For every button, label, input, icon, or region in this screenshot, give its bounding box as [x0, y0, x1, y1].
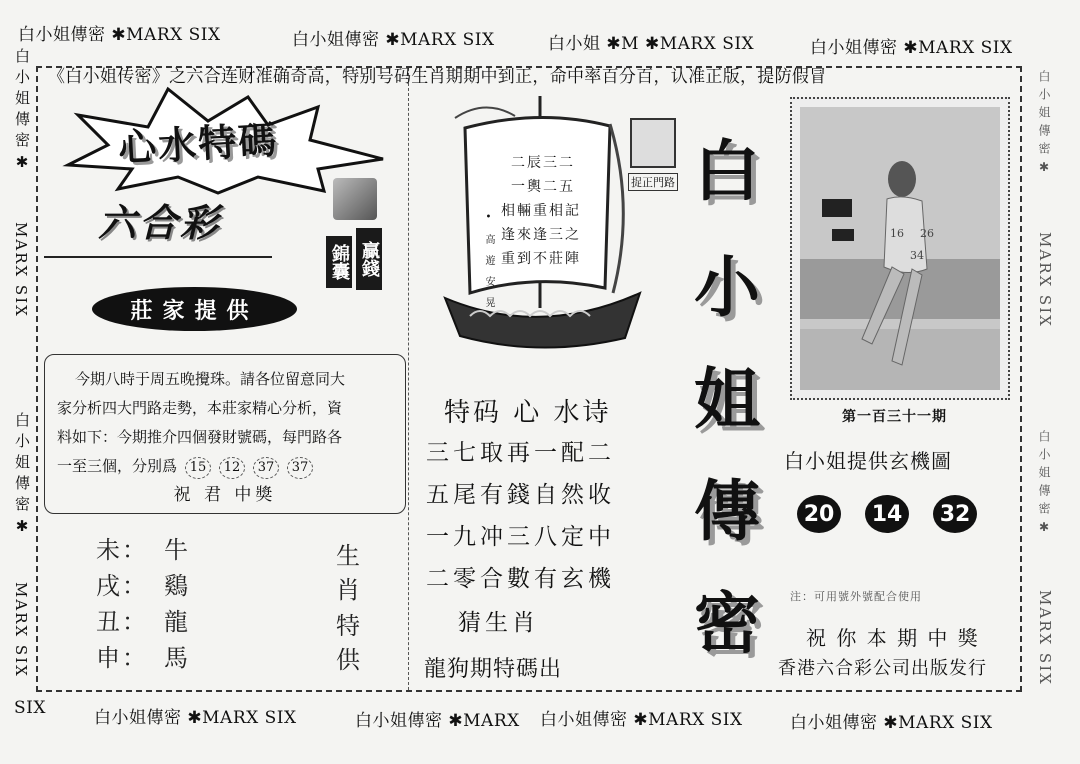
stamp-yingqian: 贏錢	[356, 228, 382, 290]
sail-line-3: 相輛重相記	[501, 203, 581, 219]
side-left-1: 白小姐傳密✱	[13, 48, 31, 177]
bottom-band-1: SIX	[14, 698, 46, 718]
side-right-1: 白小姐傳密✱	[1037, 70, 1051, 180]
stamp-jinnang: 錦囊	[326, 236, 352, 288]
footnote: 注：可用號外號配合使用	[790, 590, 922, 603]
door-icon	[630, 118, 676, 168]
notice-line-1: 今期八時于周五晚攪珠。請各位留意同大	[75, 370, 346, 388]
notice-number: 12	[219, 457, 245, 479]
bottom-band-4: 白小姐傳密 ✱MARX SIX	[540, 710, 743, 730]
zodiac-animal-1: 牛	[164, 536, 190, 564]
bless-line: 祝 你 本 期 中 獎	[806, 626, 980, 650]
left-divider	[408, 68, 410, 690]
game-title: 六合彩	[98, 201, 222, 245]
big-title-char: 小	[694, 248, 760, 326]
machine-title: 白小姐提供玄機圖	[784, 449, 952, 473]
bottom-band-2: 白小姐傳密 ✱MARX SIX	[94, 708, 297, 728]
sail-line-1: 二辰三二	[511, 155, 575, 171]
zodiac-left-2: 戌：	[96, 572, 148, 600]
sail-line-2: 一輿二五	[511, 179, 575, 195]
ship-icon	[425, 88, 655, 356]
photo-number: 26	[920, 227, 934, 240]
photo-number: 34	[910, 249, 924, 262]
bottom-band-5: 白小姐傳密 ✱MARX SIX	[790, 713, 993, 733]
door-label: 捉正門路	[628, 173, 678, 191]
zodiac-side-2: 肖	[336, 576, 362, 604]
notice-number: 37	[287, 457, 313, 479]
zodiac-animal-3: 龍	[164, 608, 190, 636]
lucky-ball: 14	[865, 495, 909, 533]
zodiac-animal-2: 鷄	[164, 572, 190, 600]
side-left-2: MARX SIX	[12, 222, 30, 318]
sailing-ship-illustration	[425, 88, 655, 356]
zodiac-left-3: 丑：	[96, 608, 148, 636]
top-band-1: 白小姐傳密 ✱MARX SIX	[18, 25, 221, 45]
title-star-text: 心水特碼	[117, 117, 280, 171]
poem-title: 特码 心 水诗	[444, 398, 612, 428]
lucky-ball: 20	[797, 495, 841, 533]
notice-number: 15	[185, 457, 211, 479]
sail-side-text: • 高 遊 安 晃	[483, 212, 494, 307]
top-band-4: 白小姐傳密 ✱MARX SIX	[810, 38, 1013, 58]
zodiac-side-4: 供	[336, 646, 362, 674]
sail-line-5: 重到不莊陣	[501, 251, 581, 267]
side-right-2: MARX SIX	[1036, 232, 1054, 328]
lucky-image-icon	[333, 178, 377, 220]
provider-badge: 莊家提供	[92, 287, 297, 331]
notice-number: 37	[253, 457, 279, 479]
title-underline	[44, 256, 272, 258]
intro-line: 《白小姐传密》之六合连财准确奇高，特别号码生肖期期中到正，命中率百分百，认准正版，提防假冒	[48, 67, 827, 87]
zodiac-side-3: 特	[336, 612, 362, 640]
poem-line-4: 二零合數有玄機	[426, 566, 615, 592]
side-left-4: MARX SIX	[12, 582, 30, 678]
poem-guess: 猜生肖	[458, 610, 539, 636]
zodiac-left-4: 申：	[96, 644, 148, 672]
publisher: 香港六合彩公司出版发行	[778, 658, 987, 679]
model-photo-image	[792, 99, 1008, 398]
zodiac-side-1: 生	[336, 542, 362, 570]
poem-line-1: 三七取再一配二	[426, 440, 615, 466]
notice-line-2: 家分析四大門路走勢，本莊家精心分析，資	[57, 399, 343, 417]
big-title-char: 密	[694, 584, 760, 662]
lucky-ball: 32	[933, 495, 977, 533]
zodiac-left-1: 未：	[96, 536, 148, 564]
notice-line-4	[57, 452, 393, 481]
notice-line-3: 料如下：今期推介四個發財號碼，每門路各	[57, 428, 343, 446]
side-left-3: 白小姐傳密✱	[13, 412, 31, 541]
sail-line-4: 逢來逢三之	[501, 227, 581, 243]
big-title-char: 白	[694, 132, 760, 210]
top-band-3: 白小姐 ✱M ✱MARX SIX	[548, 34, 755, 54]
side-right-4: MARX SIX	[1036, 590, 1054, 686]
notice-line-4-text: 一至三個，分別爲	[57, 457, 178, 475]
bottom-band-3: 白小姐傳密 ✱MARX	[355, 711, 520, 731]
big-title-char: 姐	[694, 360, 760, 438]
side-right-3: 白小姐傳密✱	[1037, 430, 1051, 540]
top-band-2: 白小姐傳密 ✱MARX SIX	[292, 30, 495, 50]
poem-line-2: 五尾有錢自然收	[426, 482, 615, 508]
photo-number: 16	[890, 227, 904, 240]
poem-answer: 龍狗期特碼出	[424, 657, 563, 682]
model-photo	[790, 97, 1010, 400]
big-title-char: 傳	[694, 472, 760, 550]
zodiac-animal-4: 馬	[164, 644, 190, 672]
poem-line-3: 一九冲三八定中	[426, 524, 615, 550]
notice-wish: 祝 君 中獎	[173, 485, 277, 505]
issue-number: 第一百三十一期	[842, 409, 947, 425]
notice-box	[44, 354, 406, 514]
